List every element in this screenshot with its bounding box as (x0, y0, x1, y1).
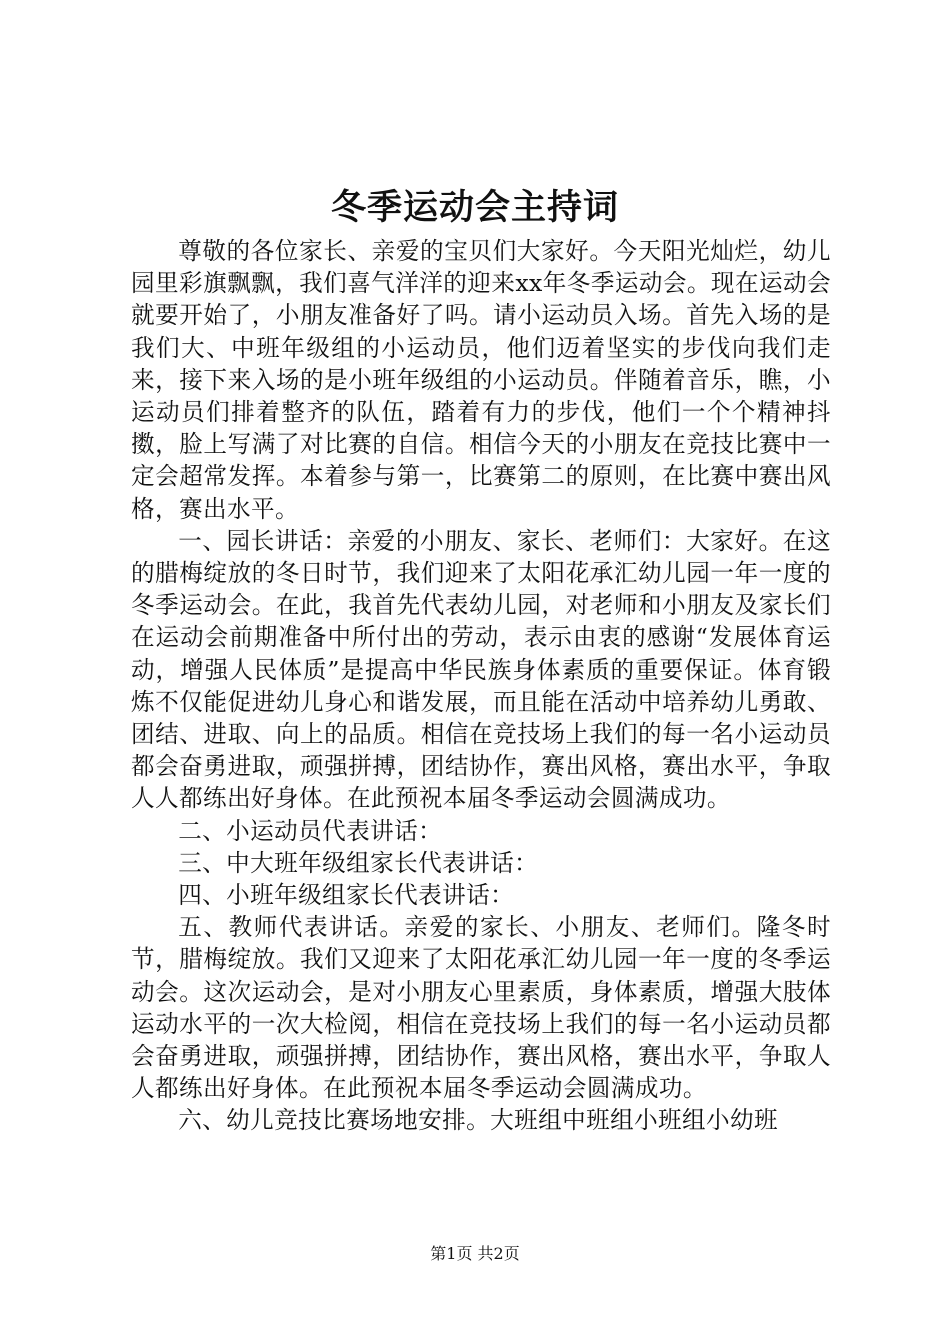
paragraph-senior-parent-speech: 三、中大班年级组家长代表讲话： (178, 848, 539, 877)
document-body (131, 235, 831, 1137)
paragraph-junior-parent-speech: 四、小班年级组家长代表讲话： (178, 881, 515, 910)
paragraph-principal-speech: 一、园长讲话：亲爱的小朋友、家长、老师们：大家好。在这的腊梅绽放的冬日时节，我们迎来了太阳花承汇幼儿园一年一度的冬季运动会。在此，我首先代表幼儿园，对老师和小朋友及家长们在运动会前期准备中所付出的劳动，表示由衷的感谢“发展体育运动，增强人民体质”是提高中华民族身体素质的重要保证。体育锻炼不仅能促进幼儿身心和谐发展，而且能在活动中培养幼儿勇敢、团结、进取、向上的品质。相信在竞技场上我们的每一名小运动员都会奋勇进取，顽强拼搏，团结协作，赛出风格，赛出水平，争取人人都练出好身体。在此预祝本届冬季运动会圆满成功。 (131, 526, 831, 813)
paragraph-venue-arrangement: 六、幼儿竞技比赛场地安排。大班组中班组小班组小幼班 (178, 1106, 779, 1135)
paragraph-athlete-speech: 二、小运动员代表讲话： (178, 816, 443, 845)
page-number-footer: 第1页 共2页 (430, 1244, 520, 1263)
document-title: 冬季运动会主持词 (330, 187, 619, 228)
paragraph-teacher-speech: 五、教师代表讲话。亲爱的家长、小朋友、老师们。隆冬时节，腊梅绽放。我们又迎来了太阳花承汇幼儿园一年一度的冬季运动会。这次运动会，是对小朋友心里素质，身体素质，增强大肢体运动水平的一次大检阅，相信在竞技场上我们的每一名小运动员都会奋勇进取，顽强拼搏，团结协作，赛出风格，赛出水平，争取人人都练出好身体。在此预祝本届冬季运动会圆满成功。 (131, 913, 831, 1103)
paragraph-opening: 尊敬的各位家长、亲爱的宝贝们大家好。今天阳光灿烂，幼儿园里彩旗飘飘，我们喜气洋洋的迎来xx年冬季运动会。现在运动会就要开始了，小朋友准备好了吗。请小运动员入场。首先入场的是我们大、中班年级组的小运动员，他们迈着坚实的步伐向我们走来，接下来入场的是小班年级组的小运动员。伴随着音乐，瞧，小运动员们排着整齐的队伍，踏着有力的步伐，他们一个个精神抖擞，脸上写满了对比赛的自信。相信今天的小朋友在竞技比赛中一定会超常发挥。本着参与第一，比赛第二的原则，在比赛中赛出风格，赛出水平。 (131, 237, 831, 523)
